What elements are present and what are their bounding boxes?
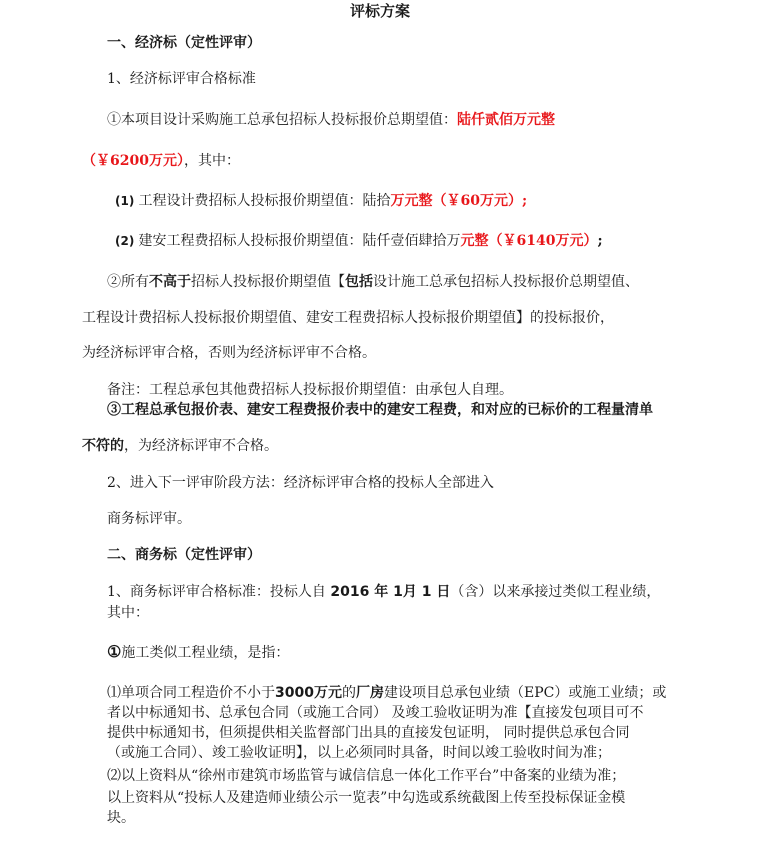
economic-paragraph-2-line-3: 为经济标评审合格，否则为经济标评审不合格。 xyxy=(82,345,376,361)
business-item-1: 1、商务标评审合格标准：投标人自 2016 年 1月 1 日（含）以来承接过类似工程业绩， xyxy=(107,584,661,600)
business-clause-2-line-3: 块。 xyxy=(107,810,135,826)
doc-title: 评标方案 xyxy=(349,2,410,20)
section-heading-economic: 一、经济标（定性评审） xyxy=(107,35,261,51)
economic-paragraph-3: ③工程总承包报价表、建安工程费报价表中的建安工程费，和对应的已标价的工程量清单 xyxy=(107,402,653,418)
economic-item-1: 1、经济标评审合格标准 xyxy=(107,71,256,87)
economic-paragraph-3-line-2: 不符的，为经济标评审不合格。 xyxy=(82,438,278,454)
section-heading-business: 二、商务标（定性评审） xyxy=(107,547,261,563)
economic-item-2: 2、进入下一评审阶段方法：经济标评审合格的投标人全部进入 xyxy=(107,475,494,491)
business-clause-1-line-2: 者以中标通知书、总承包合同（或施工合同） 及竣工验收证明为准【直接发包项目可不 xyxy=(107,705,644,721)
business-paragraph-1: ①施工类似工程业绩，是指： xyxy=(107,642,290,661)
business-clause-2-line-1: ⑵以上资料从“徐州市建筑市场监管与诚信信息一体化工作平台”中备案的业绩为准； xyxy=(107,768,626,784)
business-item-1-line-2: 其中： xyxy=(107,605,149,621)
economic-paragraph-1: ①本项目设计采购施工总承包招标人投标报价总期望值：陆仟贰佰万元整 xyxy=(107,112,555,128)
economic-paragraph-2: ②所有不高于招标人投标报价期望值【包括设计施工总承包招标人投标报价总期望值、 xyxy=(107,274,639,290)
economic-sub-1: (1) 工程设计费招标人投标报价期望值：陆拾万元整（￥60万元）; xyxy=(115,193,528,209)
business-clause-2-line-2: 以上资料从“投标人及建造师业绩公示一览表”中勾选或系统截图上传至投标保证金模 xyxy=(107,790,626,806)
economic-note: 备注：工程总承包其他费招标人投标报价期望值：由承包人自理。 xyxy=(107,382,513,398)
economic-paragraph-2-line-2: 工程设计费招标人投标报价期望值、建安工程费招标人投标报价期望值】的投标报价， xyxy=(82,310,614,326)
business-clause-1-line-4: （或施工合同）、竣工验收证明】，以上必须同时具备，时间以竣工验收时间为准； xyxy=(107,745,611,761)
economic-paragraph-1-cont: （￥6200万元），其中： xyxy=(82,153,240,169)
business-clause-1-line-3: 提供中标通知书，但须提供相关监督部门出具的直接发包证明， 同时提供总承包合同 xyxy=(107,725,630,741)
economic-sub-2: (2) 建安工程费招标人投标报价期望值：陆仟壹佰肆拾万元整（￥6140万元）; xyxy=(115,233,603,249)
economic-item-2-line-2: 商务标评审。 xyxy=(107,511,191,527)
business-clause-1-line-1: ⑴单项合同工程造价不小于3000万元的厂房建设项目总承包业绩（EPC）或施工业绩；或 xyxy=(107,685,667,701)
